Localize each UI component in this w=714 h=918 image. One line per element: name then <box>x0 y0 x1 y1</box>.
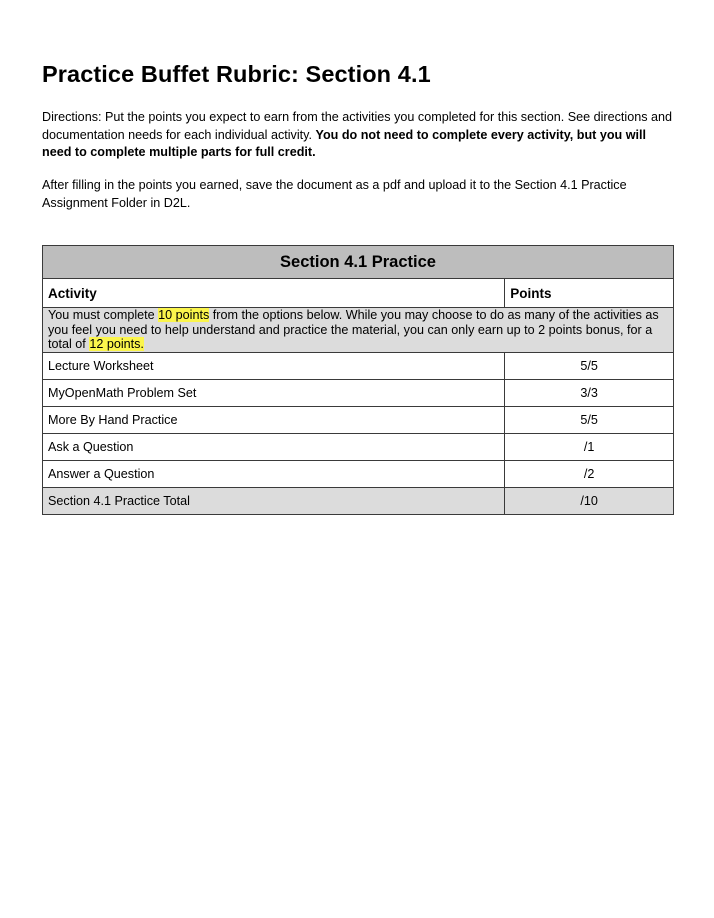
highlight-10-points: 10 points <box>158 308 210 322</box>
points-cell[interactable]: 3/3 <box>505 379 674 406</box>
instructions-row <box>43 308 674 353</box>
activity-cell: Ask a Question <box>43 433 505 460</box>
table-row <box>43 352 674 379</box>
table-row <box>43 460 674 487</box>
upload-instructions-paragraph: After filling in the points you earned, save the document as a pdf and upload it to the Section 4.1 Practice Assignment Folder in D2L. <box>42 178 627 210</box>
table-row <box>43 406 674 433</box>
points-cell[interactable]: /2 <box>505 460 674 487</box>
activity-cell: MyOpenMath Problem Set <box>43 379 505 406</box>
activity-column-header: Activity <box>43 279 505 308</box>
highlight-12-points: 12 points. <box>89 337 144 351</box>
points-cell[interactable]: 5/5 <box>505 406 674 433</box>
total-points[interactable]: /10 <box>505 487 674 514</box>
table-title: Section 4.1 Practice <box>43 246 674 279</box>
points-cell[interactable]: 5/5 <box>505 352 674 379</box>
activity-cell: More By Hand Practice <box>43 406 505 433</box>
column-header-row <box>43 279 674 308</box>
points-cell[interactable]: /1 <box>505 433 674 460</box>
total-row <box>43 487 674 514</box>
rubric-table <box>42 245 674 515</box>
directions-bold-text: You do not need to complete every activity, but you will need to complete multiple parts for full credit. <box>42 127 647 159</box>
table-row <box>43 379 674 406</box>
directions-text: Directions: Put the points you expect to earn from the activities you completed for this section. See directions and documentation needs for each individual activity. <box>42 110 673 142</box>
instructions-cell <box>43 308 674 353</box>
instructions-part2: from the options below. While you may choose to do as many of the activities as you feel you need to help understand and practice the material, you can only earn up to 2 points bonus, for a total of <box>48 308 659 351</box>
page-title: Practice Buffet Rubric: Section 4.1 <box>42 61 431 87</box>
activity-cell: Answer a Question <box>43 460 505 487</box>
total-label: Section 4.1 Practice Total <box>43 487 505 514</box>
table-row <box>43 433 674 460</box>
points-column-header: Points <box>505 279 674 308</box>
instructions-part1: You must complete <box>48 308 159 322</box>
table-title-row <box>43 246 674 279</box>
activity-cell: Lecture Worksheet <box>43 352 505 379</box>
directions-paragraph <box>42 109 672 162</box>
